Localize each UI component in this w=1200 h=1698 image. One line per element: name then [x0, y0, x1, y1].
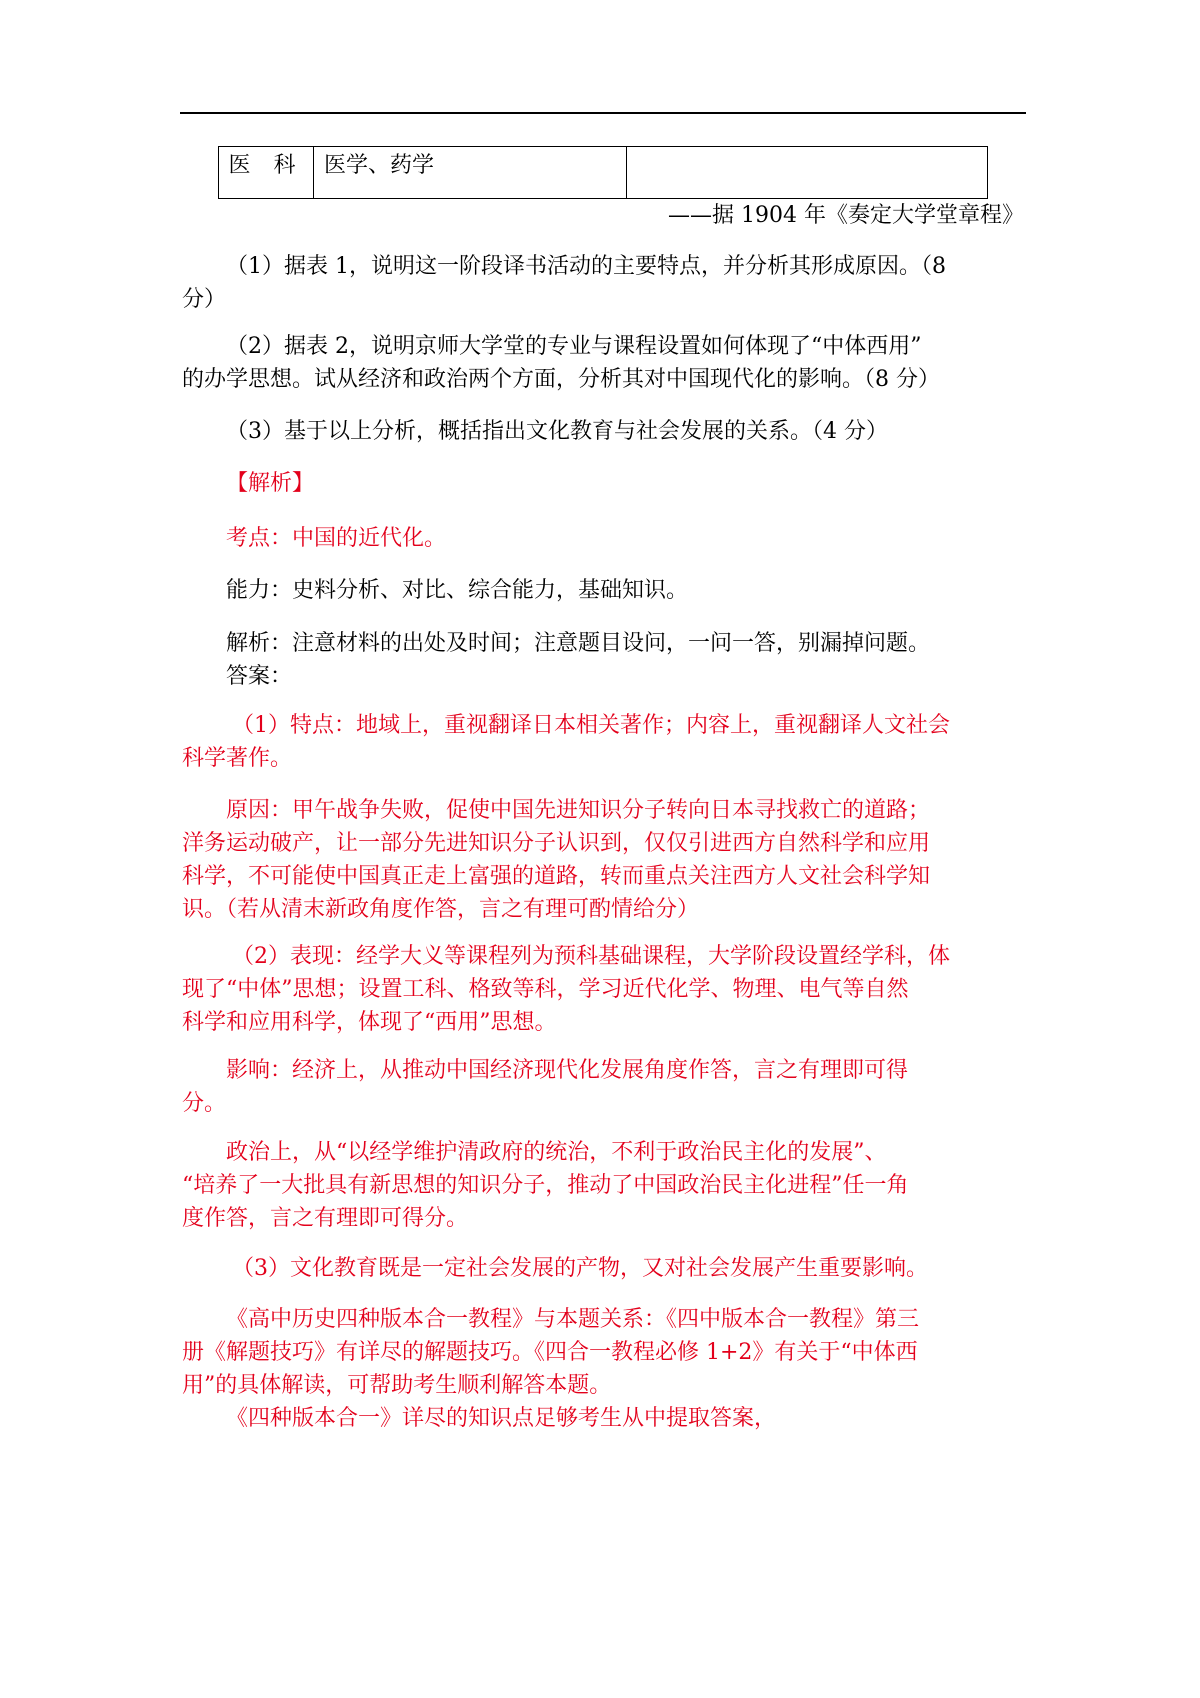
answer-2-performance: [182, 940, 1024, 1039]
answer-line: 《四种版本合一》详尽的知识点足够考生从中提取答案，: [226, 1406, 777, 1431]
analysis-heading: [182, 467, 1024, 500]
answer-1-reasons: [182, 794, 1024, 926]
analysis-nengli-text: 能力：史料分析、对比、综合能力，基础知识。: [226, 578, 689, 603]
question-3: [182, 415, 1024, 448]
answer-line: 册《解题技巧》有详尽的解题技巧。《四合一教程必修 1+2》有关于“中体西: [182, 1340, 918, 1365]
answer-line: 分。: [182, 1091, 227, 1116]
answer-2-econ: [182, 1054, 1024, 1120]
answer-1-features: [182, 709, 1024, 775]
analysis-nengli: [182, 574, 1024, 607]
question-2-line: 的办学思想。试从经济和政治两个方面，分析其对中国现代化的影响。（8 分）: [182, 367, 940, 392]
analysis-jiexi-text: 解析：注意材料的出处及时间；注意题目设问，一问一答，别漏掉问题。: [226, 631, 931, 656]
table-cell-courses: 医学、药学: [314, 147, 627, 198]
analysis-jiexi: [182, 627, 1024, 693]
answer-line: 科学著作。: [182, 746, 293, 771]
question-3-line: （3）基于以上分析，概括指出文化教育与社会发展的关系。（4 分）: [226, 419, 888, 444]
answer-line: 现了“中体”思想；设置工科、格致等科，学习近代化学、物理、电气等自然: [182, 977, 909, 1002]
answer-line: 《高中历史四种版本合一教程》与本题关系：《四中版本合一教程》第三: [226, 1307, 920, 1332]
answer-line: 度作答，言之有理即可得分。: [182, 1206, 469, 1231]
table-cell-extra: [627, 147, 987, 198]
answer-line: 识。（若从清末新政角度作答，言之有理可酌情给分）: [182, 897, 700, 922]
answer-line: 影响：经济上，从推动中国经济现代化发展角度作答，言之有理即可得: [226, 1058, 909, 1083]
question-2: [182, 330, 1024, 396]
answer-line: 洋务运动破产，让一部分先进知识分子认识到，仅仅引进西方自然科学和应用: [182, 831, 931, 856]
answer-line: 政治上，从“以经学维护清政府的统治，不利于政治民主化的发展”、: [226, 1140, 887, 1165]
header-rule: [180, 112, 1026, 114]
answer-line: “培养了一大批具有新思想的知识分子，推动了中国政治民主化进程”任一角: [182, 1173, 909, 1198]
analysis-kaodian: [182, 522, 1024, 555]
answer-line: 用”的具体解读，可帮助考生顺利解答本题。: [182, 1373, 612, 1398]
question-2-line: （2）据表 2，说明京师大学堂的专业与课程设置如何体现了“中体西用”: [226, 334, 922, 359]
answer-line: （3）文化教育既是一定社会发展的产物，又对社会发展产生重要影响。: [232, 1256, 928, 1281]
answer-2-politics: [182, 1136, 1024, 1235]
question-1-line: 分）: [182, 287, 227, 312]
table-fragment: [218, 146, 988, 199]
answer-line: （2）表现：经学大义等课程列为预科基础课程，大学阶段设置经学科，体: [232, 944, 950, 969]
question-1: [182, 250, 1024, 316]
analysis-heading-text: 【解析】: [226, 471, 315, 496]
answer-relation: [182, 1303, 1024, 1435]
answer-line: 原因：甲午战争失败，促使中国先进知识分子转向日本寻找救亡的道路；: [226, 798, 931, 823]
question-1-line: （1）据表 1，说明这一阶段译书活动的主要特点，并分析其形成原因。（8: [226, 254, 946, 279]
answer-line: 科学和应用科学，体现了“西用”思想。: [182, 1010, 557, 1035]
table-source: ——据 1904 年《奏定大学堂章程》: [668, 203, 1024, 228]
answer-line: （1）特点：地域上，重视翻译日本相关著作；内容上，重视翻译人文社会: [232, 713, 950, 738]
analysis-kaodian-text: 考点：中国的近代化。: [226, 526, 447, 551]
answer-3: [182, 1252, 1024, 1285]
analysis-daan-text: 答案：: [226, 664, 293, 689]
answer-line: 科学，不可能使中国真正走上富强的道路，转而重点关注西方人文社会科学知: [182, 864, 931, 889]
table-cell-subject: 医 科: [219, 147, 314, 198]
